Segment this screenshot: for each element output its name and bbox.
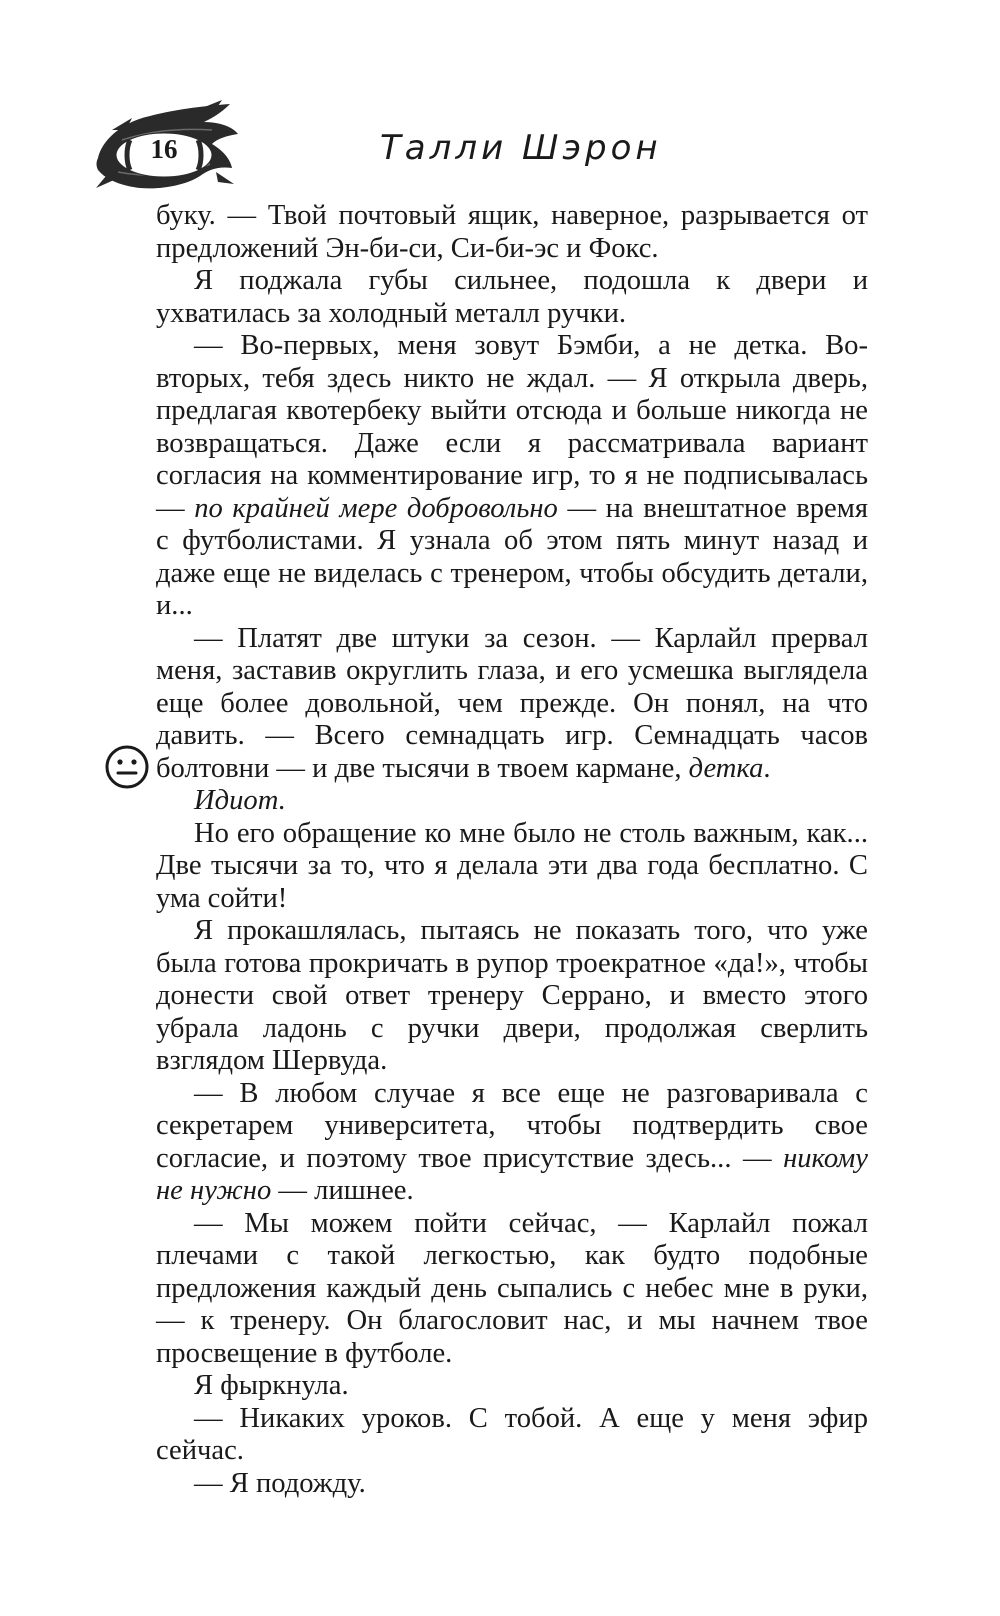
paragraph-8-text-b: — лишнее. bbox=[271, 1175, 414, 1206]
paragraph-4-emphasis: детка bbox=[688, 752, 764, 784]
paragraph-4 bbox=[156, 623, 868, 786]
body-text bbox=[156, 200, 868, 1500]
paragraph-7: Я прокашлялась, пытаясь не показать того, что уже была готова прокричать в рупор троекратное «да!», чтобы донести свой ответ тренеру Серрано, и вместо этого убрала ладонь с ручки двери, продолжая сверлить взглядом Шервуда. bbox=[156, 915, 868, 1076]
page-number: 16 bbox=[150, 134, 178, 164]
paragraph-1: буку. — Твой почтовый ящик, наверное, разрывается от предложений Эн-би-си, Си-би-эс и Фокс. bbox=[156, 200, 868, 264]
page-number-badge bbox=[92, 100, 242, 200]
running-title-author: Талли Шэрон bbox=[380, 128, 662, 168]
paragraph-3 bbox=[156, 330, 868, 623]
paragraph-11: — Никаких уроков. С тобой. А еще у меня эфир сейчас. bbox=[156, 1402, 868, 1466]
paragraph-2: Я поджала губы сильнее, подошла к двери и ухватилась за холодный металл ручки. bbox=[156, 265, 868, 329]
paragraph-3-text-a: — Во-первых, меня зовут Бэмби, а не детка. Во-вторых, тебя здесь никто не ждал. — Я открыла дверь, предлагая квотербеку выйти отсюда и больше никогда не возвращаться. Даже если я рассматривала вариант согласия на комментирование игр, то я не подписывалась — bbox=[156, 330, 868, 524]
paragraph-8-emphasis: никому не нужно bbox=[156, 1142, 868, 1206]
paragraph-4-text-b: . bbox=[763, 752, 771, 784]
paragraph-5 bbox=[156, 785, 868, 818]
paragraph-3-emphasis: по крайней мере добровольно bbox=[194, 492, 558, 524]
paragraph-4-text-a: — Платят две штуки за сезон. — Карлайл прервал меня, заставив округлить глаза, и его усмешка выглядела еще более довольной, чем прежде. Он понял, на что давить. — Всего семнадцать игр. Семнадцать часов болтовни — и две тысячи в твоем кармане, bbox=[156, 622, 868, 784]
page-header bbox=[0, 0, 1000, 210]
paragraph-12: — Я подожду. bbox=[194, 1467, 366, 1499]
paragraph-10: Я фыркнула. bbox=[194, 1370, 349, 1401]
paragraph-5-emphasis: Идиот. bbox=[194, 785, 286, 816]
paragraph-6: Но его обращение ко мне было не столь важным, как... Две тысячи за то, что я делала эти два года бесплатно. С ума сойти! bbox=[156, 817, 868, 914]
paragraph-8 bbox=[156, 1078, 868, 1208]
paragraph-3-text-b: — на внештатное время с футболистами. Я узнала об этом пять минут назад и даже еще не виделась с тренером, чтобы обсудить детали, и... bbox=[156, 492, 868, 621]
neutral-face-icon bbox=[104, 744, 150, 790]
paragraph-8-text-a: — В любом случае я все еще не разговаривала с секретарем университета, чтобы подтвердить свое согласие, и поэтому твое присутствие здесь... — bbox=[156, 1077, 868, 1174]
paragraph-9: — Мы можем пойти сейчас, — Карлайл пожал плечами с такой легкостью, как будто подобные предложения каждый день сыпались с небес мне в руки, — к тренеру. Он благословит нас, и мы начнем твое просвещение в футболе. bbox=[156, 1207, 868, 1369]
